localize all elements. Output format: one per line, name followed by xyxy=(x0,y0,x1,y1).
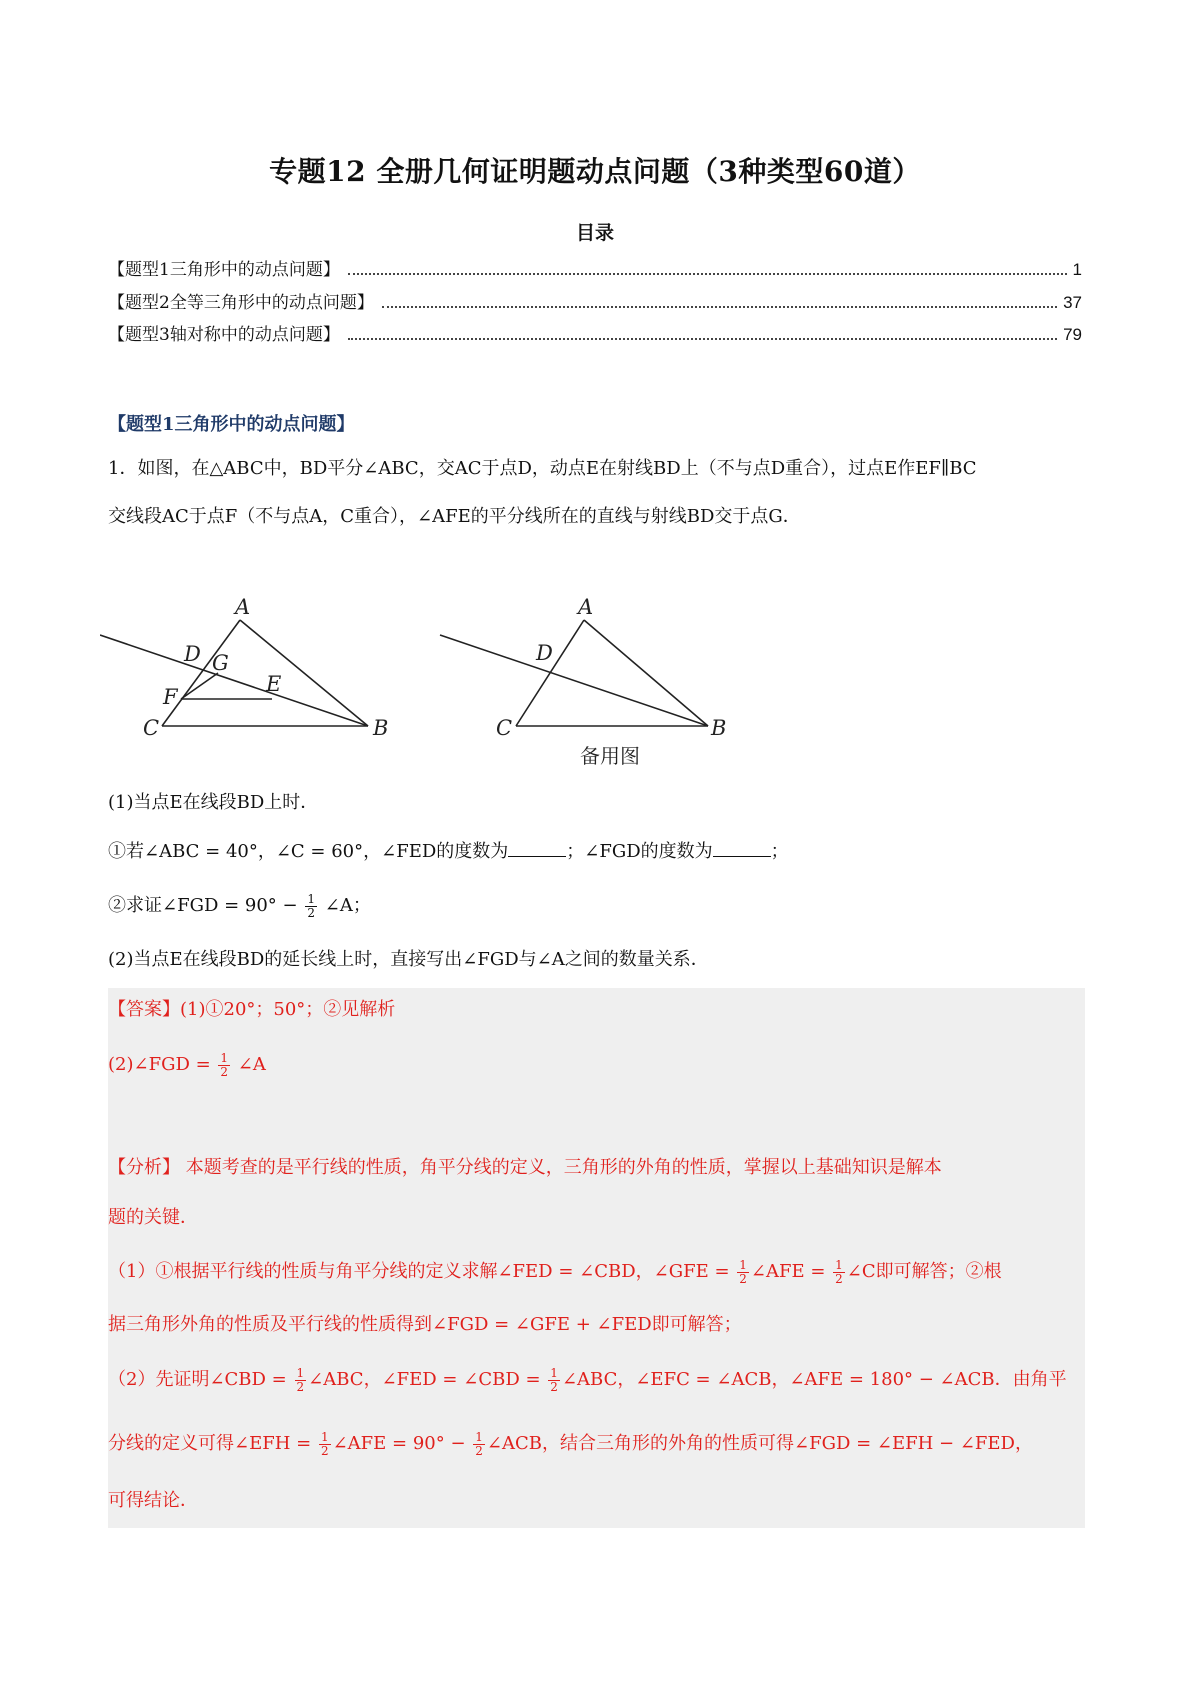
analysis-l3-part-3: ∠C即可解答；②根 xyxy=(846,1261,1002,1282)
question-2: (2)当点E在线段BD的延长线上时，直接写出∠FGD与∠A之间的数量关系． xyxy=(108,949,709,970)
fig1-label-a: A xyxy=(235,595,251,619)
toc-item-2[interactable] xyxy=(108,289,1082,313)
answer-line-2-tail: ∠A xyxy=(237,1054,266,1075)
analysis-l6-part-3: ∠ACB，结合三角形的外角的性质可得∠FGD = ∠EFH − ∠FED， xyxy=(486,1433,1033,1454)
fig1-label-e: E xyxy=(266,672,282,696)
answer-blank-fgd[interactable] xyxy=(713,838,771,857)
analysis-line-5 xyxy=(108,1356,1083,1404)
answer-line-1: 【答案】(1)①20°；50°；②见解析 xyxy=(108,999,396,1020)
q1a-text-3: ； xyxy=(770,841,789,862)
fig1-label-g: G xyxy=(212,651,229,675)
fraction-one-half: $\frac{1}{2}$ xyxy=(739,1257,747,1286)
fraction-one-half: $\frac{1}{2}$ xyxy=(296,1365,305,1394)
q1a-text-1: ①若∠ABC = 40°，∠C = 60°，∠FED的度数为 xyxy=(108,841,509,862)
problem-intro-line-1: 1．如图，在△ABC中，BD平分∠ABC，交AC于点D，动点E在射线BD上（不与点D重合），过点E作EF∥BC xyxy=(108,458,977,479)
toc-item-label: 【题型1三角形中的动点问题】 xyxy=(108,260,340,280)
answer-line-2 xyxy=(108,1041,1083,1089)
segment-fg xyxy=(181,673,218,699)
section-heading: 【题型1三角形中的动点问题】 xyxy=(108,414,355,435)
analysis-l5-part-2: ∠ABC，∠FED = ∠CBD = xyxy=(308,1369,541,1390)
toc-item-page: 37 xyxy=(1063,293,1082,312)
analysis-line-1: 【分析】 本题考查的是平行线的性质，角平分线的定义，三角形的外角的性质，掌握以上基础知识是解本 xyxy=(108,1157,942,1178)
answer-blank-fed[interactable] xyxy=(508,838,566,857)
fraction-one-half: $\frac{1}{2}$ xyxy=(307,891,315,920)
toc-leader-dots xyxy=(382,306,1057,308)
fig2-caption: 备用图 xyxy=(580,744,640,768)
toc-item-label: 【题型2全等三角形中的动点问题】 xyxy=(108,293,374,313)
question-1: (1)当点E在线段BD上时． xyxy=(108,792,319,813)
question-1b xyxy=(108,882,1083,930)
fig2-label-b: B xyxy=(711,716,727,740)
q1b-text-2: ∠A； xyxy=(324,895,371,916)
fraction-one-half: $\frac{1}{2}$ xyxy=(320,1429,329,1458)
toc-heading: 目录 xyxy=(575,222,614,244)
fraction-one-half: $\frac{1}{2}$ xyxy=(835,1257,843,1286)
q1b-text-1: ②求证∠FGD = 90° − xyxy=(108,895,298,916)
analysis-line-2: 题的关键． xyxy=(108,1207,198,1228)
analysis-line-7: 可得结论． xyxy=(108,1490,198,1511)
toc-leader-dots xyxy=(348,273,1067,275)
toc-item-page: 1 xyxy=(1072,260,1082,279)
fraction-one-half: $\frac{1}{2}$ xyxy=(220,1050,229,1079)
figure-main xyxy=(100,620,368,726)
analysis-l6-part-1: 分线的定义可得∠EFH = xyxy=(108,1433,312,1454)
backup-side-ab xyxy=(584,620,708,726)
analysis-l6-part-2: ∠AFE = 90° − xyxy=(332,1433,466,1454)
geometry-figures xyxy=(100,590,750,775)
fig2-label-a: A xyxy=(578,595,594,619)
analysis-line-6 xyxy=(108,1420,1083,1468)
fig1-label-d: D xyxy=(184,642,201,666)
fig1-label-b: B xyxy=(373,716,389,740)
analysis-line-4: 据三角形外角的性质及平行线的性质得到∠FGD = ∠GFE + ∠FED即可解答； xyxy=(108,1314,742,1335)
q1a-text-2: ；∠FGD的度数为 xyxy=(566,841,713,862)
analysis-l3-part-2: ∠AFE = xyxy=(750,1261,826,1282)
analysis-l5-part-3: ∠ABC，∠EFC = ∠ACB，∠AFE = 180° − ∠ACB．由角平 xyxy=(561,1369,1067,1390)
fraction-one-half: $\frac{1}{2}$ xyxy=(550,1365,558,1394)
backup-ray-bd-line xyxy=(440,635,708,726)
ray-bd-line xyxy=(100,635,368,726)
fig2-label-c: C xyxy=(496,716,513,740)
fig1-label-f: F xyxy=(163,685,178,709)
analysis-line-3 xyxy=(108,1248,1083,1296)
figure-backup xyxy=(440,620,708,726)
toc-leader-dots xyxy=(348,338,1057,340)
analysis-l3-part-1: （1）①根据平行线的性质与角平分线的定义求解∠FED = ∠CBD，∠GFE = xyxy=(108,1261,730,1282)
answer-line-2-text: (2)∠FGD = xyxy=(108,1054,211,1075)
toc-item-1[interactable] xyxy=(108,256,1082,280)
page-title: 专题12 全册几何证明题动点问题（3种类型60道） xyxy=(269,155,921,188)
fig1-label-c: C xyxy=(143,716,160,740)
toc-item-label: 【题型3轴对称中的动点问题】 xyxy=(108,325,340,345)
analysis-l5-part-1: （2）先证明∠CBD = xyxy=(108,1369,287,1390)
problem-intro-line-2: 交线段AC于点F（不与点A，C重合），∠AFE的平分线所在的直线与射线BD交于点G． xyxy=(108,506,801,527)
fig2-label-d: D xyxy=(536,641,553,665)
side-ab xyxy=(240,620,368,726)
question-1a xyxy=(108,828,1083,876)
toc-item-page: 79 xyxy=(1063,325,1082,344)
backup-side-ac xyxy=(516,620,584,726)
toc-item-3[interactable] xyxy=(108,321,1082,345)
fraction-one-half: $\frac{1}{2}$ xyxy=(475,1429,483,1458)
